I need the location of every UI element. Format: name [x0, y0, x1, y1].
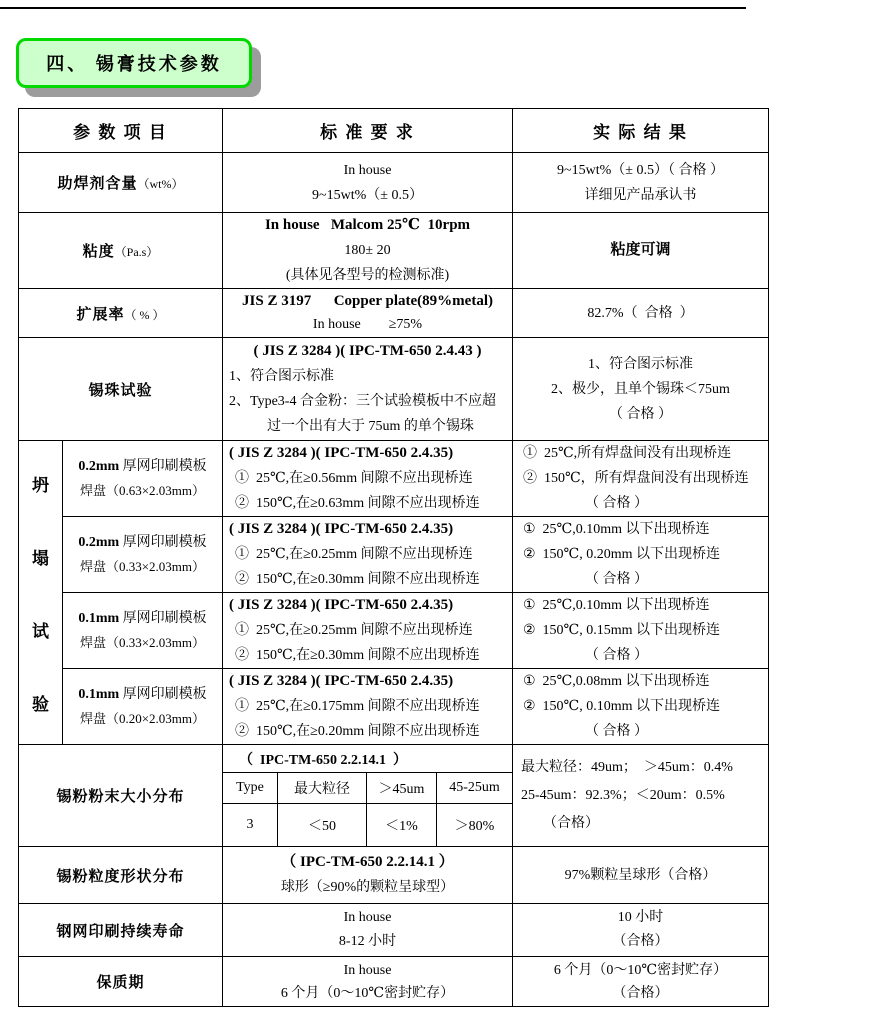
row-powder-size	[19, 745, 769, 847]
inner-header-gt45: ＞45um	[367, 773, 437, 804]
powder-shape-label-cell	[19, 847, 223, 904]
collapse-4-standard-line: ① 25℃,在≥0.175mm 间隙不应出现桥连	[235, 699, 480, 714]
collapse-3-standard-line: ① 25℃,在≥0.25mm 间隙不应出现桥连	[235, 623, 473, 638]
inner-header-type: Type	[223, 773, 278, 804]
solder-ball-standard-line: 2、Type3-4 合金粉：三个试验模板中不应超	[229, 394, 496, 409]
viscosity-standard-cell	[223, 213, 513, 289]
table-header-row	[19, 109, 769, 153]
inner-header-45-25: 45-25um	[437, 773, 512, 804]
collapse-1-label-cell	[63, 441, 223, 517]
solder-ball-standard-title: ( JIS Z 3284 )( IPC-TM-650 2.4.43 )	[253, 343, 482, 359]
collapse-1-standard-line: ② 150℃,在≥0.63mm 间隙不应出现桥连	[235, 496, 480, 511]
collapse-3-result-ok: （ 合格 ）	[585, 648, 648, 663]
solder-ball-result-line: 2、极少，且单个锡珠＜75um	[551, 381, 730, 397]
powder-size-result-line: 最大粒径：49um； ＞45um：0.4%	[521, 759, 733, 775]
spread-label-suffix: （ % ）	[124, 307, 165, 322]
stencil-life-label: 钢网印刷持续寿命	[56, 923, 185, 940]
collapse-4-standard-cell	[223, 669, 513, 745]
flux-result-line: 9~15wt%（± 0.5）（ 合格 ）	[557, 162, 724, 178]
collapse-1-result-cell	[513, 441, 769, 517]
collapse-2-label-line2: 焊盘（0.33×2.03mm）	[79, 558, 206, 574]
solder-ball-result-line: 1、符合图示标准	[588, 356, 693, 372]
collapse-char: 坍	[32, 475, 49, 495]
spread-result-cell	[513, 289, 769, 338]
row-collapse-1	[19, 441, 769, 517]
solder-ball-result-line: （ 合格 ）	[609, 406, 672, 422]
collapse-char: 验	[32, 694, 49, 714]
row-collapse-3	[19, 593, 769, 669]
stencil-life-label-cell	[19, 904, 223, 957]
collapse-3-label-cell	[63, 593, 223, 669]
shelf-life-result-line: （合格）	[612, 985, 669, 1001]
powder-size-result-cell	[513, 745, 769, 847]
spread-result: 82.7%（ 合格 ）	[587, 305, 694, 321]
spread-standard-cell	[223, 289, 513, 338]
section-title: 四、 锡膏技术参数	[46, 54, 222, 74]
row-viscosity	[19, 213, 769, 289]
collapse-4-standard-line: ② 150℃,在≥0.20mm 间隙不应出现桥连	[235, 724, 480, 739]
collapse-2-result-cell	[513, 517, 769, 593]
inner-value-max-size: ＜50	[278, 804, 367, 846]
header-standard-label: 标 准 要 求	[320, 123, 415, 142]
powder-shape-standard-title: （ IPC-TM-650 2.2.14.1 ）	[281, 854, 454, 870]
row-stencil-life	[19, 904, 769, 957]
shelf-life-standard-line: 6 个月（0～10℃密封贮存）	[280, 985, 455, 1001]
inner-value-45-25: ＞80%	[454, 819, 495, 834]
flux-result-cell	[513, 153, 769, 213]
inner-header-max-size: 最大粒径	[278, 773, 367, 804]
collapse-3-result-cell	[513, 593, 769, 669]
header-result	[513, 109, 769, 153]
collapse-1-label-line2: 焊盘（0.63×2.03mm）	[79, 482, 206, 498]
collapse-char: 试	[32, 621, 49, 641]
stencil-life-standard-line: 8-12 小时	[338, 934, 397, 949]
solder-ball-standard-cell	[223, 338, 513, 441]
powder-size-inner-table	[223, 745, 512, 846]
flux-standard-line: 9~15wt%（± 0.5）	[312, 187, 423, 203]
shelf-life-label-cell	[19, 957, 223, 1007]
collapse-4-result-line: ② 150℃, 0.10mm 以下出现桥连	[523, 699, 720, 714]
shelf-life-standard-line: In house	[343, 962, 392, 978]
powder-size-standard-cell	[223, 745, 513, 847]
viscosity-standard-line: (具体见各型号的检测标准)	[285, 268, 450, 283]
row-spread-rate	[19, 289, 769, 338]
solder-ball-label-cell	[19, 338, 223, 441]
collapse-2-result-ok: （ 合格 ）	[585, 572, 648, 587]
flux-result-line: 详细见产品承认书	[584, 187, 697, 203]
collapse-1-standard-cell	[223, 441, 513, 517]
viscosity-label-cell	[19, 213, 223, 289]
collapse-1-result-ok: （ 合格 ）	[585, 496, 648, 511]
collapse-1-standard-line: ① 25℃,在≥0.56mm 间隙不应出现桥连	[235, 471, 473, 486]
viscosity-standard-title: In house Malcom 25℃ 10rpm	[264, 217, 471, 233]
stencil-life-result-cell	[513, 904, 769, 957]
powder-size-result-line: 25-45um：92.3%；＜20um：0.5%	[521, 787, 725, 803]
powder-shape-label: 锡粉粒度形状分布	[56, 868, 185, 885]
collapse-4-result-cell	[513, 669, 769, 745]
collapse-1-result-line: ① 25℃,所有焊盘间没有出现桥连	[523, 446, 732, 461]
row-collapse-2	[19, 517, 769, 593]
collapse-4-result-ok: （ 合格 ）	[585, 724, 648, 739]
powder-shape-result-cell	[513, 847, 769, 904]
flux-standard-cell	[223, 153, 513, 213]
stencil-life-standard-cell	[223, 904, 513, 957]
viscosity-label: 粘度	[82, 244, 115, 260]
header-result-label: 实 际 结 果	[593, 123, 688, 142]
viscosity-standard-line: 180± 20	[344, 243, 391, 258]
powder-size-grid	[223, 773, 512, 846]
collapse-4-standard-title: ( JIS Z 3284 )( IPC-TM-650 2.4.35)	[229, 673, 454, 689]
collapse-2-label-cell	[63, 517, 223, 593]
flux-standard-line: In house	[343, 162, 392, 178]
stencil-life-result-line: 10 小时	[617, 910, 664, 925]
top-rule-line	[0, 7, 746, 9]
powder-size-standard-caption: （ IPC-TM-650 2.2.14.1 ）	[223, 745, 512, 773]
spread-standard-title: JIS Z 3197 Copper plate(89%metal)	[242, 293, 493, 309]
powder-size-label: 锡粉粉末大小分布	[56, 789, 185, 805]
viscosity-label-suffix: （Pa.s）	[114, 245, 159, 259]
flux-label: 助焊剂含量	[57, 176, 138, 192]
shelf-life-standard-cell	[223, 957, 513, 1007]
collapse-2-standard-line: ② 150℃,在≥0.30mm 间隙不应出现桥连	[235, 572, 480, 587]
row-powder-shape	[19, 847, 769, 904]
flux-label-suffix: （wt%）	[137, 177, 184, 191]
spec-table	[18, 108, 769, 1007]
shelf-life-label: 保质期	[96, 975, 145, 991]
spread-label-cell	[19, 289, 223, 338]
spread-label: 扩展率	[76, 306, 125, 323]
collapse-3-result-line: ② 150℃, 0.15mm 以下出现桥连	[523, 623, 720, 638]
collapse-2-standard-cell	[223, 517, 513, 593]
header-param	[19, 109, 223, 153]
collapse-1-result-line: ② 150℃，所有焊盘间没有出现桥连	[523, 471, 749, 486]
section-title-box	[16, 38, 252, 88]
shelf-life-result-line: 6 个月（0～10℃密封贮存）	[553, 962, 728, 978]
collapse-3-result-line: ① 25℃,0.10mm 以下出现桥连	[523, 598, 710, 613]
flux-label-cell	[19, 153, 223, 213]
collapse-1-standard-title: ( JIS Z 3284 )( IPC-TM-650 2.4.35)	[229, 445, 454, 461]
viscosity-result: 粘度可调	[610, 242, 671, 258]
collapse-2-standard-title: ( JIS Z 3284 )( IPC-TM-650 2.4.35)	[229, 521, 454, 537]
viscosity-result-cell	[513, 213, 769, 289]
stencil-life-result-line: （合格）	[612, 934, 669, 949]
powder-size-label-cell	[19, 745, 223, 847]
solder-ball-label: 锡珠试验	[88, 382, 153, 399]
collapse-4-label-line2: 焊盘（0.20×2.03mm）	[79, 710, 206, 726]
spread-standard-line: In house ≥75%	[312, 317, 423, 332]
collapse-3-standard-line: ② 150℃,在≥0.30mm 间隙不应出现桥连	[235, 648, 480, 663]
powder-shape-result: 97%颗粒呈球形（合格）	[564, 867, 717, 883]
collapse-3-label-line1: 0.1mm 厚网印刷模板	[78, 610, 207, 626]
solder-ball-result-cell	[513, 338, 769, 441]
collapse-2-result-line: ① 25℃,0.10mm 以下出现桥连	[523, 522, 710, 537]
collapse-2-standard-line: ① 25℃,在≥0.25mm 间隙不应出现桥连	[235, 547, 473, 562]
powder-shape-standard-cell	[223, 847, 513, 904]
solder-ball-standard-line: 1、符合图示标准	[229, 369, 334, 384]
row-shelf-life	[19, 957, 769, 1007]
solder-ball-standard-line: 过一个出有大于 75um 的单个锡珠	[267, 419, 474, 434]
collapse-3-standard-title: ( JIS Z 3284 )( IPC-TM-650 2.4.35)	[229, 597, 454, 613]
header-standard	[223, 109, 513, 153]
row-flux-content	[19, 153, 769, 213]
collapse-4-label-cell	[63, 669, 223, 745]
powder-size-result-ok: （合格）	[543, 815, 599, 831]
row-collapse-4	[19, 669, 769, 745]
collapse-4-result-line: ① 25℃,0.08mm 以下出现桥连	[523, 674, 710, 689]
shelf-life-result-cell	[513, 957, 769, 1007]
collapse-2-label-line1: 0.2mm 厚网印刷模板	[78, 534, 207, 550]
collapse-4-label-line1: 0.1mm 厚网印刷模板	[78, 686, 207, 702]
stencil-life-standard-line: In house	[343, 910, 392, 925]
inner-value-gt45: ＜1%	[367, 804, 437, 846]
collapse-2-result-line: ② 150℃, 0.20mm 以下出现桥连	[523, 547, 720, 562]
collapse-3-standard-cell	[223, 593, 513, 669]
collapse-group-label	[19, 447, 62, 739]
collapse-char: 塌	[32, 548, 49, 568]
collapse-1-label-line1: 0.2mm 厚网印刷模板	[78, 458, 207, 474]
inner-value-type: 3	[223, 804, 278, 846]
collapse-group-label-cell	[19, 441, 63, 745]
collapse-3-label-line2: 焊盘（0.33×2.03mm）	[79, 634, 206, 650]
powder-shape-standard-line: 球形（≥90%的颗粒呈球型）	[280, 880, 455, 895]
header-param-label: 参 数 项 目	[73, 123, 168, 142]
row-solder-ball	[19, 338, 769, 441]
